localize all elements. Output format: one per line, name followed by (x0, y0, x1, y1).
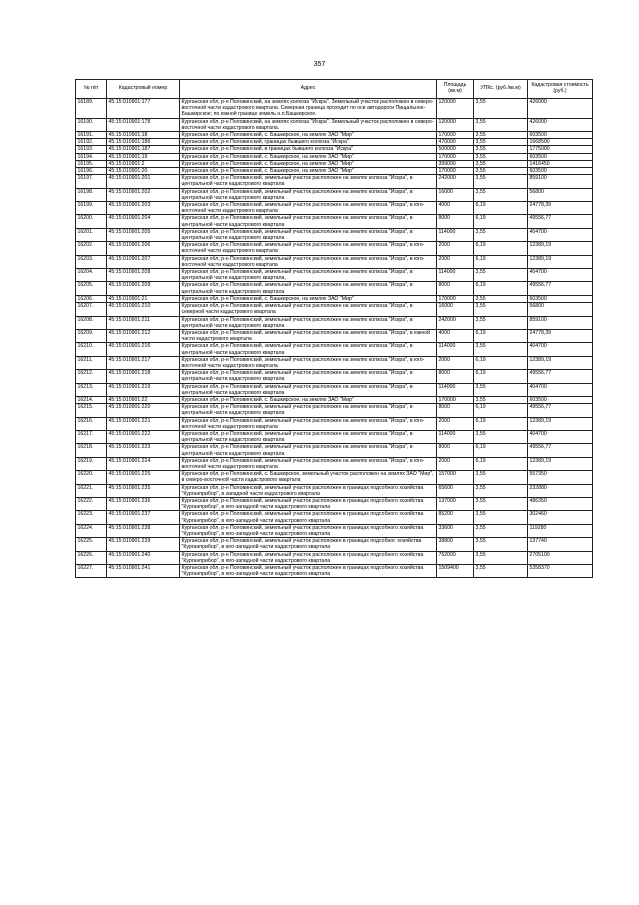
upks-cell: 6,19 (474, 370, 528, 383)
row-number-cell: 16193. (76, 146, 107, 153)
header-area: Площадь (кв.м) (437, 80, 474, 99)
cadastral-number-cell: 45:15:010901:224 (107, 457, 180, 470)
row-number-cell: 16213. (76, 383, 107, 396)
row-number-cell: 16200. (76, 215, 107, 228)
header-upks: УПКс. (руб./кв.м) (474, 80, 528, 99)
area-cell: 4000 (437, 202, 474, 215)
address-cell: Курганская обл, р-н Половинский, земельный участок расположен в границах подсобног. хозяйства "Курганприбор", в юго-западной части кадастрового квартала (180, 538, 437, 551)
upks-cell: 6,19 (474, 404, 528, 417)
table-row (76, 160, 593, 167)
table-row (76, 396, 593, 403)
address-cell: Курганская обл, р-н Половинский, с. Башкирское, земельный участок расположен на землях ЗАО "Мир", в северо-восточной части кадастрового квартала (180, 471, 437, 484)
cadastral-cost-cell: 137740 (528, 538, 593, 551)
upks-cell: 6,19 (474, 202, 528, 215)
table-row (76, 139, 593, 146)
upks-cell: 3,55 (474, 132, 528, 139)
upks-cell: 3,55 (474, 316, 528, 329)
upks-cell: 3,55 (474, 343, 528, 356)
area-cell: 170000 (437, 396, 474, 403)
cadastral-cost-cell: 1775000 (528, 146, 593, 153)
cadastral-cost-cell: 49556,77 (528, 370, 593, 383)
row-number-cell: 16211. (76, 356, 107, 369)
cadastral-number-cell: 45:15:010901:220 (107, 404, 180, 417)
area-cell: 16000 (437, 303, 474, 316)
cadastral-cost-cell: 404700 (528, 430, 593, 443)
cadastral-cost-cell: 426000 (528, 99, 593, 119)
area-cell: 2000 (437, 356, 474, 369)
cadastral-number-cell: 45:15:010901:211 (107, 316, 180, 329)
area-cell: 2000 (437, 255, 474, 268)
cadastral-number-cell: 45:15:010901:216 (107, 343, 180, 356)
upks-cell: 3,55 (474, 484, 528, 497)
upks-cell: 6,19 (474, 242, 528, 255)
cadastral-number-cell: 45:15:010901:236 (107, 497, 180, 510)
upks-cell: 3,55 (474, 188, 528, 201)
upks-cell: 3,55 (474, 118, 528, 131)
cadastral-cost-cell: 404700 (528, 228, 593, 241)
area-cell: 399000 (437, 160, 474, 167)
upks-cell: 3,55 (474, 168, 528, 175)
table-row (76, 417, 593, 430)
table-row (76, 295, 593, 302)
upks-cell: 3,55 (474, 565, 528, 578)
address-cell: Курганская обл, р-н Половинский, земельный участок расположен на землях колхоза "Искра", в юго-восточной части кадастрового квартала (180, 356, 437, 369)
cadastral-cost-cell: 56800 (528, 188, 593, 201)
row-number-cell: 16216. (76, 417, 107, 430)
address-cell: Курганская обл, р-н Половинский, земельный участок расположен в границах подсобного хозяйства "Курганприбор", в юго-западной части кадастрового квартала (180, 565, 437, 578)
address-cell: Курганская обл, р-н Половинский, земельный участок расположен на землях колхоза "Искра", в центральной части кадастрового квартала (180, 343, 437, 356)
upks-cell: 6,19 (474, 417, 528, 430)
header-cadastral-number: Кадастровый номер (107, 80, 180, 99)
row-number-cell: 16189. (76, 99, 107, 119)
cadastral-cost-cell: 603500 (528, 153, 593, 160)
table-row (76, 444, 593, 457)
cadastral-number-cell: 45:15:010901:217 (107, 356, 180, 369)
table-row (76, 484, 593, 497)
cadastral-cost-cell: 12389,19 (528, 457, 593, 470)
upks-cell: 3,55 (474, 269, 528, 282)
upks-cell: 3,55 (474, 396, 528, 403)
cadastral-cost-cell: 49556,77 (528, 404, 593, 417)
row-number-cell: 16226. (76, 551, 107, 564)
row-number-cell: 16196. (76, 168, 107, 175)
row-number-cell: 16191. (76, 132, 107, 139)
cadastral-number-cell: 45:15:010901:203 (107, 202, 180, 215)
area-cell: 170000 (437, 132, 474, 139)
cadastral-cost-cell: 1668500 (528, 139, 593, 146)
upks-cell: 3,55 (474, 146, 528, 153)
header-number: № п/п (76, 80, 107, 99)
row-number-cell: 16221. (76, 484, 107, 497)
cadastral-number-cell: 45:15:010901:212 (107, 329, 180, 342)
address-cell: Курганская обл, р-н Половинский, с. Башкирское, на землях ЗАО "Мир" (180, 396, 437, 403)
address-cell: Курганская обл, р-н Половинский, земельный участок расположен на землях колхоза "Искра", в центральной части кадастрового квартала (180, 175, 437, 188)
cadastral-number-cell: 45:15:010901:225 (107, 471, 180, 484)
cadastral-number-cell: 45:15:010901:177 (107, 99, 180, 119)
address-cell: Курганская обл, р-н Половинский, земельный участок расположен на землях колхоза "Искра", в юго-восточной части кадастрового квартала (180, 417, 437, 430)
cadastral-number-cell: 45:15:010901:18 (107, 132, 180, 139)
table-row (76, 565, 593, 578)
table-row (76, 329, 593, 342)
area-cell: 114000 (437, 228, 474, 241)
area-cell: 500000 (437, 146, 474, 153)
area-cell: 38800 (437, 538, 474, 551)
area-cell: 8000 (437, 282, 474, 295)
area-cell: 114000 (437, 343, 474, 356)
table-row (76, 511, 593, 524)
cadastral-cost-cell: 12389,19 (528, 356, 593, 369)
row-number-cell: 16208. (76, 316, 107, 329)
area-cell: 120000 (437, 118, 474, 131)
upks-cell: 3,55 (474, 160, 528, 167)
cadastral-number-cell: 45:15:010901:221 (107, 417, 180, 430)
row-number-cell: 16192. (76, 139, 107, 146)
table-row (76, 242, 593, 255)
cadastral-number-cell: 45:15:010901:186 (107, 139, 180, 146)
row-number-cell: 16209. (76, 329, 107, 342)
cadastral-cost-cell: 232880 (528, 484, 593, 497)
area-cell: 4000 (437, 329, 474, 342)
cadastral-cost-cell: 12389,19 (528, 242, 593, 255)
cadastral-cost-cell: 12389,19 (528, 255, 593, 268)
area-cell: 8000 (437, 370, 474, 383)
cadastral-cost-cell: 859100 (528, 175, 593, 188)
cadastral-cost-cell: 603500 (528, 295, 593, 302)
upks-cell: 6,19 (474, 282, 528, 295)
cadastral-cost-cell: 603500 (528, 132, 593, 139)
upks-cell: 3,55 (474, 303, 528, 316)
upks-cell: 6,19 (474, 255, 528, 268)
cadastral-cost-cell: 557350 (528, 471, 593, 484)
cadastral-number-cell: 45:15:010901:223 (107, 444, 180, 457)
row-number-cell: 16217. (76, 430, 107, 443)
row-number-cell: 16195. (76, 160, 107, 167)
cadastral-number-cell: 45:15:010901:201 (107, 175, 180, 188)
area-cell: 137000 (437, 497, 474, 510)
cadastral-cost-cell: 5358370 (528, 565, 593, 578)
row-number-cell: 16190. (76, 118, 107, 131)
cadastral-number-cell: 45:15:010901:187 (107, 146, 180, 153)
row-number-cell: 16215. (76, 404, 107, 417)
cadastral-cost-cell: 426000 (528, 118, 593, 131)
table-row (76, 471, 593, 484)
cadastral-number-cell: 45:15:010901:19 (107, 153, 180, 160)
cadastral-number-cell: 45:15:010901:219 (107, 383, 180, 396)
cadastral-cost-cell: 603500 (528, 168, 593, 175)
address-cell: Курганская обл, р-н Половинский, земельный участок расположен в границах подсобного хозяйства "Курганприбор", в юго-западной части кадастрового квартала (180, 511, 437, 524)
cadastral-cost-cell: 486350 (528, 497, 593, 510)
address-cell: Курганская обл, р-н Половинский, с. Башкирское, на землях ЗАО "Мир" (180, 132, 437, 139)
upks-cell: 6,19 (474, 356, 528, 369)
cadastral-number-cell: 45:15:010901:210 (107, 303, 180, 316)
table-row (76, 303, 593, 316)
table-row (76, 99, 593, 119)
address-cell: Курганская обл, р-н Половинский, земельный участок расположен в границах подсобного хозяйства "Курганприбор", в юго-западной части кадастрового квартала (180, 524, 437, 537)
upks-cell: 3,55 (474, 524, 528, 537)
cadastral-cost-cell: 24778,39 (528, 202, 593, 215)
address-cell: Курганская обл, р-н Половинский, земельный участок расположен на землях колхоза "Искра", в юго-восточной части кадастрового квартала (180, 457, 437, 470)
table-row (76, 457, 593, 470)
area-cell: 170000 (437, 168, 474, 175)
table-row (76, 153, 593, 160)
row-number-cell: 16224. (76, 524, 107, 537)
cadastral-number-cell: 45:15:010901:241 (107, 565, 180, 578)
upks-cell: 3,55 (474, 497, 528, 510)
table-row (76, 175, 593, 188)
upks-cell: 3,55 (474, 295, 528, 302)
cadastral-cost-cell: 859100 (528, 316, 593, 329)
upks-cell: 3,55 (474, 538, 528, 551)
cadastral-number-cell: 45:15:010901:218 (107, 370, 180, 383)
upks-cell: 6,19 (474, 457, 528, 470)
cadastral-cost-cell: 404700 (528, 343, 593, 356)
row-number-cell: 16198. (76, 188, 107, 201)
row-number-cell: 16202. (76, 242, 107, 255)
upks-cell: 3,55 (474, 430, 528, 443)
address-cell: Курганская обл, р-н Половинский, с. Башкирское, на землях ЗАО "Мир" (180, 168, 437, 175)
row-number-cell: 16210. (76, 343, 107, 356)
area-cell: 33600 (437, 524, 474, 537)
address-cell: Курганская обл, р-н Половинский, земельный участок расположен на землях колхоза "Искра", в центральной части кадастрового квартала (180, 215, 437, 228)
table-row (76, 215, 593, 228)
cadastral-cost-cell: 2705100 (528, 551, 593, 564)
cadastral-cost-cell: 12389,19 (528, 417, 593, 430)
address-cell: Курганская обл, р-н Половинский, земельный участок расположен на землях колхоза "Искра", в центральной части кадастрового квартала (180, 430, 437, 443)
table-row (76, 132, 593, 139)
row-number-cell: 16199. (76, 202, 107, 215)
row-number-cell: 16227. (76, 565, 107, 578)
table-row (76, 118, 593, 131)
address-cell: Курганская обл, р-н Половинский, земельный участок расположен на землях колхоза "Искра", в центральной части кадастрового квартала (180, 316, 437, 329)
cadastral-number-cell: 45:15:010901:206 (107, 242, 180, 255)
area-cell: 85200 (437, 511, 474, 524)
table-row (76, 524, 593, 537)
table-row (76, 269, 593, 282)
row-number-cell: 16203. (76, 255, 107, 268)
area-cell: 242000 (437, 175, 474, 188)
table-row (76, 188, 593, 201)
cadastral-cost-cell: 404700 (528, 383, 593, 396)
area-cell: 8000 (437, 444, 474, 457)
address-cell: Курганская обл, р-н Половинский, с. Башкирское, на землях ЗАО "Мир" (180, 160, 437, 167)
address-cell: Курганская обл, р-н Половинский, земельный участок расположен на землях колхоза "Искра", в центральной части кадастрового квартала (180, 444, 437, 457)
upks-cell: 3,55 (474, 511, 528, 524)
table-row (76, 202, 593, 215)
upks-cell: 3,55 (474, 228, 528, 241)
row-number-cell: 16206. (76, 295, 107, 302)
row-number-cell: 16218. (76, 444, 107, 457)
cadastral-table (75, 79, 593, 578)
upks-cell: 3,55 (474, 99, 528, 119)
upks-cell: 6,19 (474, 215, 528, 228)
area-cell: 470000 (437, 139, 474, 146)
address-cell: Курганская обл, р-н Половинский, земельный участок расположен на землях колхоза "Искра", в центральной части кадастрового квартала (180, 282, 437, 295)
table-row (76, 383, 593, 396)
address-cell: Курганская обл, р-н Половинский, земельный участок расположен на землях колхоза "Искра", в юго-восточной части кадастрового квартала (180, 202, 437, 215)
address-cell: Курганская обл, р-н Половинский, земельный участок расположен в границах подсобного хозяйства "Курганприбор", в западной части кадастрового квартала (180, 484, 437, 497)
address-cell: Курганская обл, р-н Половинский, земельный участок расположен на землях колхоза "Искра", в центральной части кадастрового квартала, (180, 269, 437, 282)
cadastral-number-cell: 45:15:010901:205 (107, 228, 180, 241)
table-header-row (76, 80, 593, 99)
area-cell: 120000 (437, 99, 474, 119)
row-number-cell: 16225. (76, 538, 107, 551)
cadastral-cost-cell: 24778,39 (528, 329, 593, 342)
address-cell: Курганская обл, р-н Половинский, на землях колхоза "Искра". Земельный участок расположен в северо-восточной части кадастрового квартала. (180, 118, 437, 131)
cadastral-cost-cell: 56800 (528, 303, 593, 316)
cadastral-number-cell: 45:15:010901:178 (107, 118, 180, 131)
area-cell: 8000 (437, 215, 474, 228)
upks-cell: 3,55 (474, 175, 528, 188)
table-row (76, 168, 593, 175)
cadastral-number-cell: 45:15:010901:208 (107, 269, 180, 282)
address-cell: Курганская обл, р-н Половинский, на землях колхоза "Искра". Земельный участок расположен в северо-восточной части кадастрового квартала. Северная граница проходит по оси автодороги Пищальное-Башкирское; по южной границе земель н.п.Башкирское. (180, 99, 437, 119)
table-row (76, 228, 593, 241)
cadastral-number-cell: 45:15:010901:22 (107, 396, 180, 403)
row-number-cell: 16219. (76, 457, 107, 470)
area-cell: 2000 (437, 417, 474, 430)
area-cell: 16000 (437, 188, 474, 201)
table-row (76, 404, 593, 417)
area-cell: 114000 (437, 430, 474, 443)
cadastral-cost-cell: 49556,77 (528, 215, 593, 228)
cadastral-number-cell: 45:15:010901:204 (107, 215, 180, 228)
upks-cell: 3,55 (474, 153, 528, 160)
area-cell: 170000 (437, 295, 474, 302)
cadastral-cost-cell: 404700 (528, 269, 593, 282)
row-number-cell: 16212. (76, 370, 107, 383)
address-cell: Курганская обл, р-н Половинский, границах бывшего колхоза "Искра" (180, 139, 437, 146)
cadastral-cost-cell: 119280 (528, 524, 593, 537)
area-cell: 114000 (437, 269, 474, 282)
address-cell: Курганская обл, р-н Половинский, земельный участок расположен на землях колхоза "Искра", в центральной части кадастрового квартала (180, 228, 437, 241)
cadastral-number-cell: 45:15:010901:239 (107, 538, 180, 551)
address-cell: Курганская обл, р-н Половинский, земельный участок расположен в границах подсобного хозяйства "Курганприбор", в юго-западной части кадастрового квартала (180, 497, 437, 510)
cadastral-number-cell: 45:15:010901:237 (107, 511, 180, 524)
row-number-cell: 16220. (76, 471, 107, 484)
address-cell: Курганская обл, р-н Половинский, в границах бывшего колхоза "Искра" (180, 146, 437, 153)
address-cell: Курганская обл, р-н Половинский, земельный участок расположен на землях колхоза "Искра", в центральной части кадастрового квартала (180, 383, 437, 396)
area-cell: 65600 (437, 484, 474, 497)
cadastral-number-cell: 45:15:010901:20 (107, 168, 180, 175)
table-row (76, 370, 593, 383)
area-cell: 170000 (437, 153, 474, 160)
address-cell: Курганская обл, р-н Половинский, с. Башкирское, на землях ЗАО "Мир" (180, 295, 437, 302)
cadastral-cost-cell: 49556,77 (528, 282, 593, 295)
address-cell: Курганская обл, р-н Половинский, земельный участок расположен в границах подсобного хозяйства "Курганприбор", в юго-западной части кадастрового квартала (180, 551, 437, 564)
address-cell: Курганская обл, р-н Половинский, земельный участок расположен на землях колхоза "Искра", в центральной части кадастрового квартала (180, 404, 437, 417)
cadastral-number-cell: 45:15:010901:240 (107, 551, 180, 564)
cadastral-number-cell: 45:15:010901:207 (107, 255, 180, 268)
row-number-cell: 16222. (76, 497, 107, 510)
area-cell: 762000 (437, 551, 474, 564)
address-cell: Курганская обл, р-н Половинский, земельный участок расположен на землях колхоза "Искра", в юго-восточной части кадастрового квартала (180, 255, 437, 268)
area-cell: 2000 (437, 242, 474, 255)
upks-cell: 3,55 (474, 139, 528, 146)
area-cell: 157000 (437, 471, 474, 484)
table-row (76, 316, 593, 329)
row-number-cell: 16214. (76, 396, 107, 403)
cadastral-number-cell: 45:15:010901:21 (107, 295, 180, 302)
address-cell: Курганская обл, р-н Половинский, земельный участок расположен на землях колхоза "Искра", в южной части кадастрового квартала (180, 329, 437, 342)
cadastral-cost-cell: 603500 (528, 396, 593, 403)
table-row (76, 282, 593, 295)
row-number-cell: 16204. (76, 269, 107, 282)
area-cell: 242000 (437, 316, 474, 329)
table-row (76, 538, 593, 551)
cadastral-cost-cell: 1416450 (528, 160, 593, 167)
row-number-cell: 16207. (76, 303, 107, 316)
header-cost: Кадастровая стоимость (руб.) (528, 80, 593, 99)
row-number-cell: 16201. (76, 228, 107, 241)
page-number: 357 (313, 61, 326, 68)
address-cell: Курганская обл, р-н Половинский, с. Башкирское, на землях ЗАО "Мир" (180, 153, 437, 160)
header-address: Адрес (180, 80, 437, 99)
address-cell: Курганская обл, р-н Половинский, земельный участок расположен на землях колхоза "Искра", в центральной части кадастрового квартала (180, 370, 437, 383)
table-row (76, 430, 593, 443)
table-row (76, 551, 593, 564)
cadastral-number-cell: 45:15:010901:238 (107, 524, 180, 537)
cadastral-number-cell: 45:15:010901:235 (107, 484, 180, 497)
table-row (76, 146, 593, 153)
table-row (76, 255, 593, 268)
table-row (76, 343, 593, 356)
row-number-cell: 16205. (76, 282, 107, 295)
area-cell: 2000 (437, 457, 474, 470)
cadastral-cost-cell: 302460 (528, 511, 593, 524)
cadastral-number-cell: 45:15:010901:202 (107, 188, 180, 201)
row-number-cell: 16223. (76, 511, 107, 524)
upks-cell: 3,55 (474, 471, 528, 484)
address-cell: Курганская обл, р-н Половинский, земельный участок расположен на землях колхоза "Искра", в центральной части кадастрового квартала (180, 188, 437, 201)
address-cell: Курганская обл, р-н Половинский, земельный участок расположен на землях колхоза "Искра", в северной части кадастрового квартала (180, 303, 437, 316)
table-row (76, 497, 593, 510)
cadastral-number-cell: 45:15:010901:2 (107, 160, 180, 167)
upks-cell: 3,55 (474, 551, 528, 564)
area-cell: 114000 (437, 383, 474, 396)
area-cell: 8000 (437, 404, 474, 417)
address-cell: Курганская обл, р-н Половинский, земельный участок расположен на землях колхоза "Искра", в юго-восточной части кадастрового квартала (180, 242, 437, 255)
table-row (76, 356, 593, 369)
upks-cell: 3,55 (474, 383, 528, 396)
cadastral-number-cell: 45:15:010901:222 (107, 430, 180, 443)
upks-cell: 6,19 (474, 444, 528, 457)
row-number-cell: 16197. (76, 175, 107, 188)
cadastral-cost-cell: 49556,77 (528, 444, 593, 457)
upks-cell: 6,19 (474, 329, 528, 342)
row-number-cell: 16194. (76, 153, 107, 160)
area-cell: 1509400 (437, 565, 474, 578)
cadastral-number-cell: 45:15:010901:209 (107, 282, 180, 295)
